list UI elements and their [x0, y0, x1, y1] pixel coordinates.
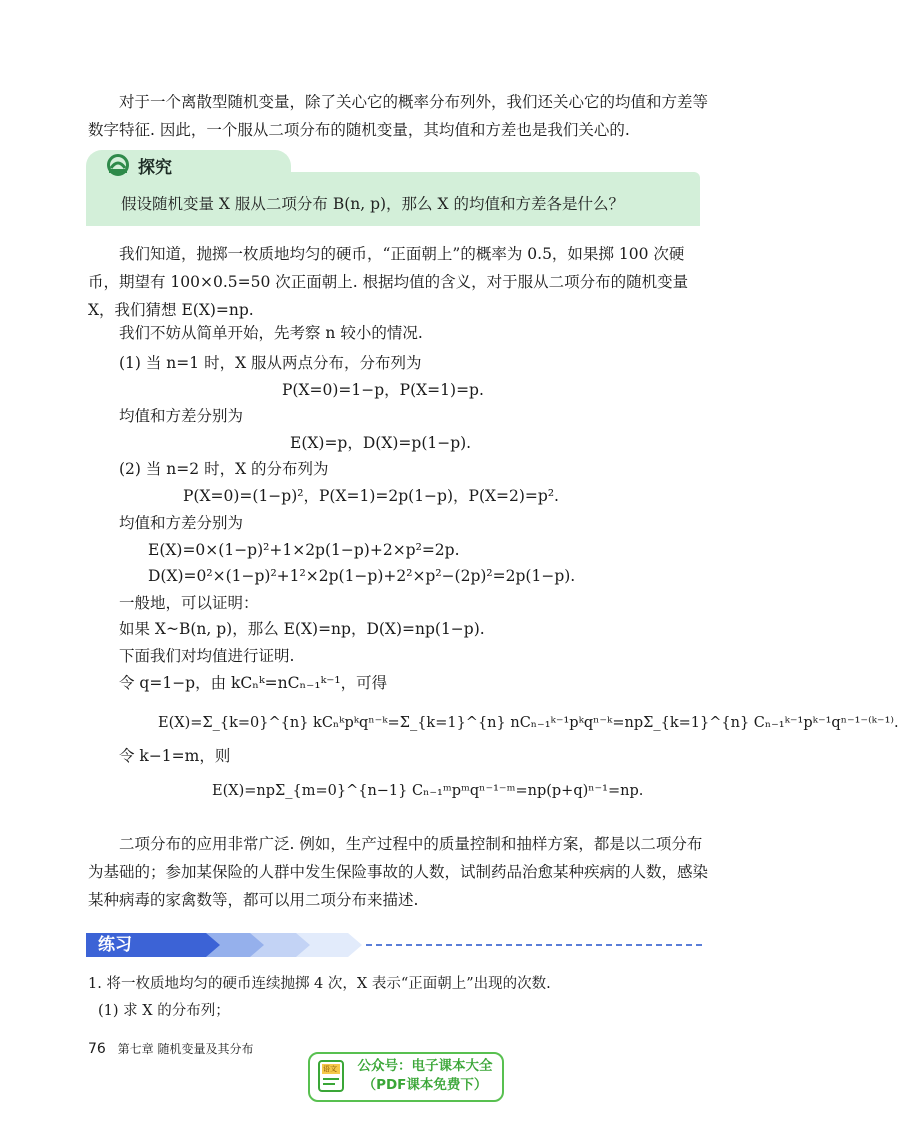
general-statement: 一般地，可以证明： [119, 594, 259, 612]
let-m-line: 令 k−1=m，则 [119, 747, 231, 765]
explore-ribbon [236, 172, 700, 180]
exercise-header-bar [86, 933, 362, 957]
watermark-text [350, 1057, 500, 1095]
sum-formula-2: E(X)=npΣ_{m=0}^{n−1} Cₙ₋₁ᵐpᵐqⁿ⁻¹⁻ᵐ=np(p+q)ⁿ⁻¹=np. [212, 783, 644, 799]
mean-var-label-1: 均值和方差分别为 [119, 407, 244, 425]
explore-body [86, 180, 700, 226]
watermark-line-1: 公众号：电子课本大全 [357, 1058, 493, 1074]
case1-formula: P(X=0)=1−p，P(X=1)=p. [282, 381, 484, 399]
intro-paragraph: 对于一个离散型随机变量，除了关心它的概率分布列外，我们还关心它的均值和方差等数字特征. 因此，一个服从二项分布的随机变量，其均值和方差也是我们关心的. [88, 93, 709, 139]
page-number: 76 [88, 1041, 106, 1057]
case2-formula: P(X=0)=(1−p)²，P(X=1)=2p(1−p)，P(X=2)=p². [183, 487, 559, 505]
exercise-title: 练习 [98, 935, 132, 955]
watermark-line-2: （PDF课本免费下） [362, 1077, 488, 1093]
explore-title: 探究 [138, 157, 172, 178]
let-q-line: 令 q=1−p，由 kCₙᵏ=nCₙ₋₁ᵏ⁻¹，可得 [119, 674, 388, 692]
case2-label: (2) 当 n=2 时，X 的分布列为 [119, 460, 329, 478]
exercise-question-1-part-1: (1) 求 X 的分布列； [98, 1003, 230, 1019]
explore-icon [106, 154, 130, 176]
applications-paragraph: 二项分布的应用非常广泛. 例如，生产过程中的质量控制和抽样方案，都是以二项分布为基础的；参加某保险的人群中发生保险事故的人数，试制药品治愈某种疾病的人数，感染某种病毒的家禽数等，都可以用二项分布来描述. [88, 835, 709, 909]
body-paragraph-2: 我们不妨从简单开始，先考察 n 较小的情况. [119, 324, 423, 342]
case2-var: D(X)=0²×(1−p)²+1²×2p(1−p)+2²×p²−(2p)²=2p(1−p). [148, 567, 576, 585]
explore-tab [86, 150, 291, 180]
explore-box [86, 150, 700, 226]
exercise-dashed-rule [366, 944, 702, 946]
watermark-badge [308, 1052, 504, 1102]
book-icon-label: 语文 [323, 1065, 337, 1073]
theorem-statement: 如果 X~B(n, p)，那么 E(X)=np，D(X)=np(1−p). [119, 620, 485, 638]
case1-label: (1) 当 n=1 时，X 服从两点分布，分布列为 [119, 354, 422, 372]
proof-intro: 下面我们对均值进行证明. [119, 647, 295, 665]
page-footer [88, 1040, 253, 1057]
body-paragraph-1: 我们知道，抛掷一枚质地均匀的硬币，“正面朝上”的概率为 0.5，如果掷 100 次硬币，期望有 100×0.5=50 次正面朝上. 根据均值的含义，对于服从二项分布的随机变量 X，我们猜想 E(X)=np. [88, 245, 689, 319]
book-icon [318, 1060, 344, 1092]
sum-formula-1: E(X)=Σ_{k=0}^{n} kCₙᵏpᵏqⁿ⁻ᵏ=Σ_{k=1}^{n} nCₙ₋₁ᵏ⁻¹pᵏqⁿ⁻ᵏ=npΣ_{k=1}^{n} Cₙ₋₁ᵏ⁻¹pᵏ⁻¹qⁿ⁻¹⁻⁽ᵏ⁻¹⁾. [158, 715, 899, 731]
case1-meanvar: E(X)=p，D(X)=p(1−p). [290, 434, 472, 452]
exercise-question-1: 1. 将一枚质地均匀的硬币连续抛掷 4 次，X 表示“正面朝上”出现的次数. [88, 976, 551, 992]
case2-mean: E(X)=0×(1−p)²+1×2p(1−p)+2×p²=2p. [148, 541, 460, 559]
mean-var-label-2: 均值和方差分别为 [119, 514, 244, 532]
explore-question: 假设随机变量 X 服从二项分布 B(n, p)，那么 X 的均值和方差各是什么？ [121, 195, 624, 213]
chapter-title: 第七章 随机变量及其分布 [117, 1042, 254, 1056]
